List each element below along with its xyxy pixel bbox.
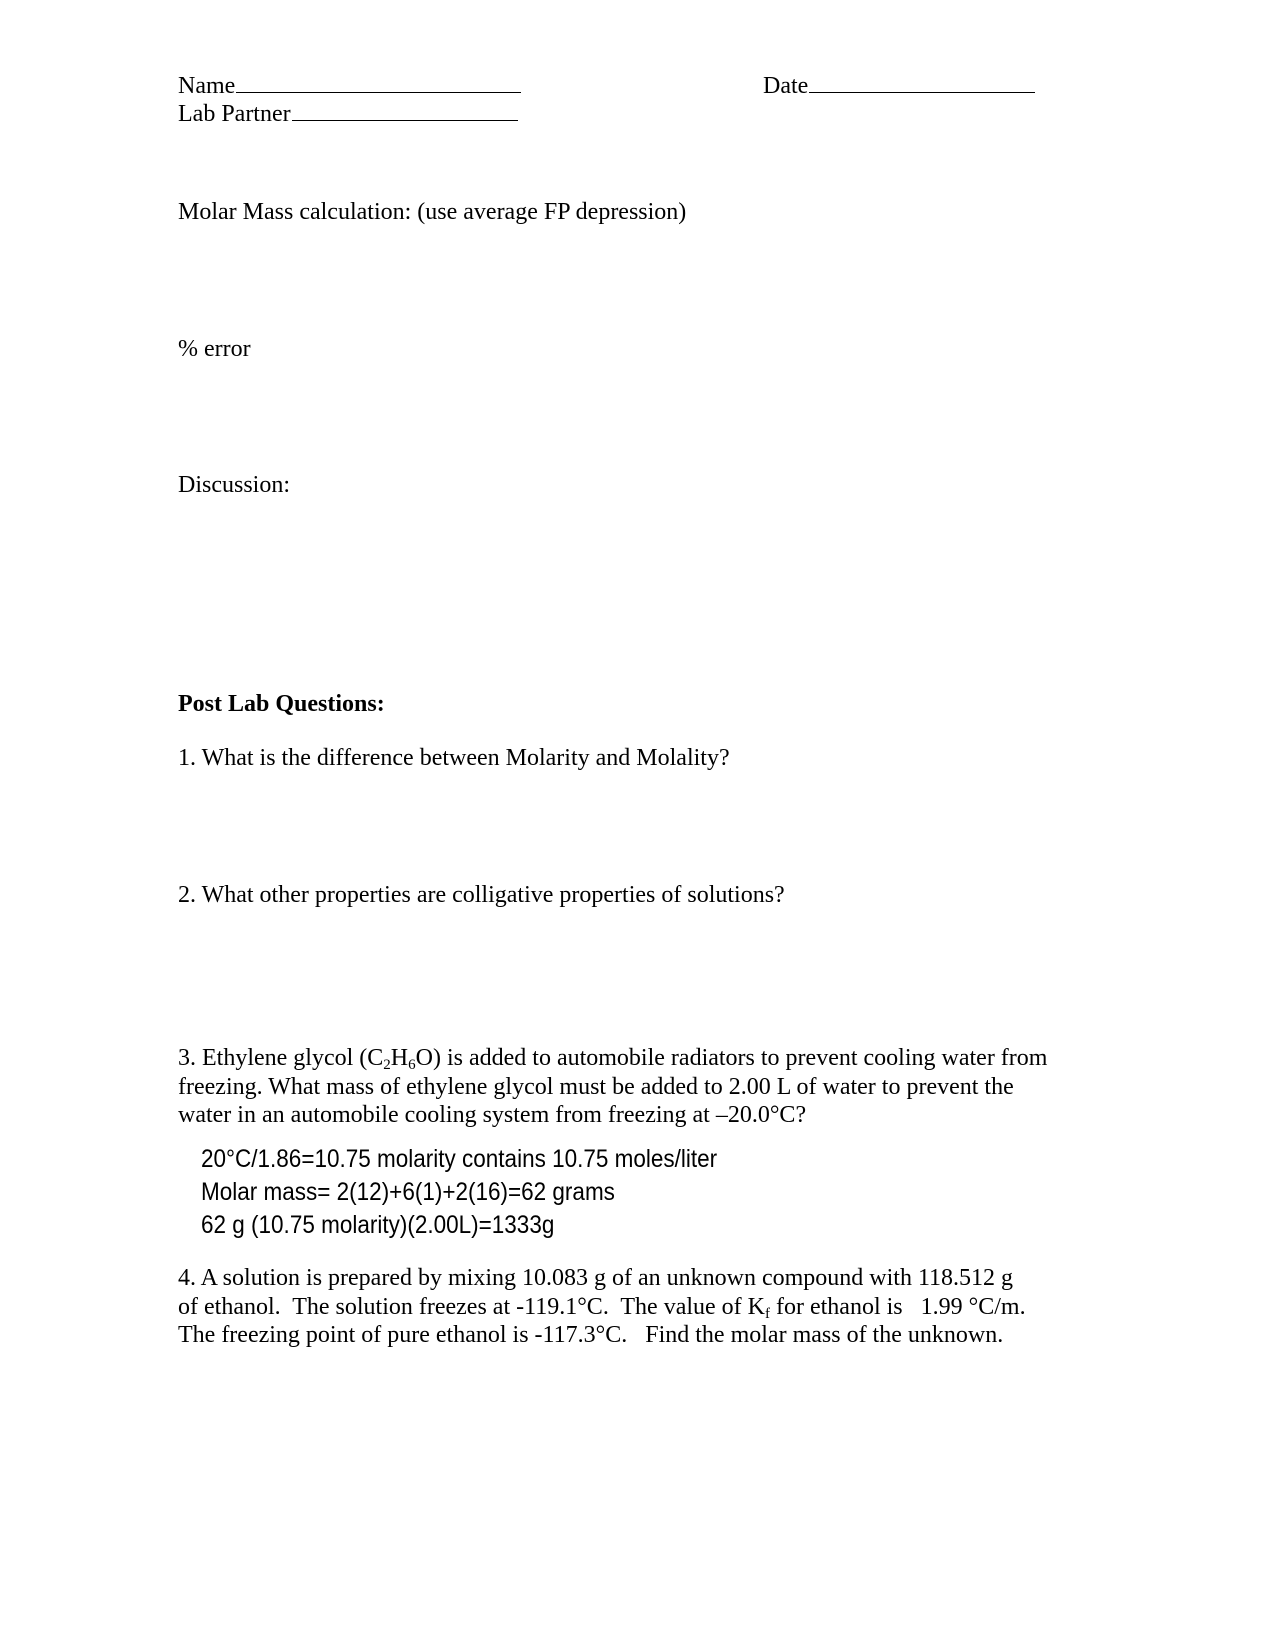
question-3-subscript-2: 6 xyxy=(408,1057,416,1073)
date-label: Date xyxy=(763,73,809,99)
date-field xyxy=(763,72,1035,100)
question-4-subscript: f xyxy=(765,1305,770,1322)
question-3 xyxy=(178,1044,1048,1130)
question-2: 2. What other properties are colligative properties of solutions? xyxy=(178,882,785,908)
question-4 xyxy=(178,1264,1038,1350)
answer-line: 62 g (10.75 molarity)(2.00L)=1333g xyxy=(201,1211,555,1239)
question-3-subscript-1: 2 xyxy=(383,1057,391,1073)
question-1: 1. What is the difference between Molarity and Molality? xyxy=(178,745,730,771)
name-field xyxy=(178,72,521,100)
lab-partner-field xyxy=(178,100,518,128)
molar-mass-heading: Molar Mass calculation: (use average FP depression) xyxy=(178,199,687,225)
lab-partner-blank-line[interactable] xyxy=(292,100,518,121)
lab-partner-label: Lab Partner xyxy=(178,101,291,127)
question-3-answer xyxy=(201,1143,717,1242)
question-3-text-start: 3. Ethylene glycol (C xyxy=(178,1045,384,1071)
answer-line: Molar mass= 2(12)+6(1)+2(16)=62 grams xyxy=(201,1178,615,1206)
date-blank-line[interactable] xyxy=(809,72,1035,93)
percent-error-heading: % error xyxy=(178,336,251,362)
post-lab-heading: Post Lab Questions: xyxy=(178,691,385,717)
name-label: Name xyxy=(178,73,236,99)
question-4-text-start: 4. A solution is prepared by mixing 10.083 g of an unknown compound with 118.512 g of ethanol. The solution freezes at -119.1°C. The value of K xyxy=(178,1265,1014,1320)
name-blank-line[interactable] xyxy=(236,72,521,93)
answer-line: 20°C/1.86=10.75 molarity contains 10.75 moles/liter xyxy=(201,1145,718,1173)
discussion-heading: Discussion: xyxy=(178,472,291,498)
question-4-text-end: for ethanol is 1.99 °C/m. The freezing point of pure ethanol is -117.3°C. Find the molar mass of the unknown. xyxy=(178,1293,1026,1348)
question-3-text-mid: H xyxy=(390,1045,409,1071)
question-3-text-end: O) is added to automobile radiators to prevent cooling water from freezing. What mass of ethylene glycol must be added to 2.00 L of water to prevent the water in an automobile cooling system from freezing at –20.0°C? xyxy=(178,1045,1048,1128)
